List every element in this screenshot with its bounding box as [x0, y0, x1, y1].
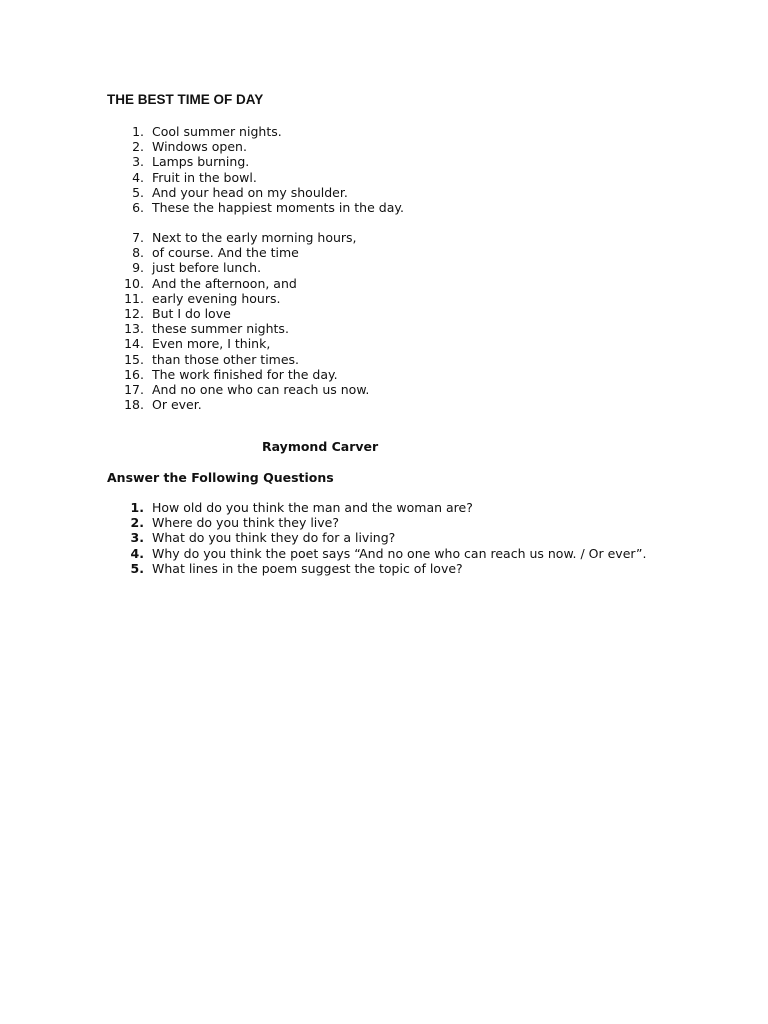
line-text: These the happiest moments in the day. [152, 199, 404, 215]
question-item [0, 500, 768, 515]
question-text: How old do you think the man and the woman are? [152, 500, 473, 515]
line-text: these summer nights. [152, 321, 289, 337]
line-number: 14. [124, 336, 144, 352]
line-number: 10. [124, 275, 144, 291]
poem-line [0, 139, 768, 154]
poem-line [0, 336, 768, 351]
poem-line [0, 154, 768, 169]
line-text: But I do love [152, 305, 231, 321]
question-number: 5. [130, 560, 144, 576]
line-number: 8. [132, 245, 144, 261]
line-text: early evening hours. [152, 290, 281, 306]
line-number: 15. [124, 351, 144, 367]
poem-stanza-1 [0, 124, 768, 215]
line-text: And your head on my shoulder. [152, 184, 348, 200]
line-number: 1. [132, 124, 144, 139]
line-text: And no one who can reach us now. [152, 381, 370, 397]
line-text: of course. And the time [152, 245, 299, 261]
line-number: 6. [132, 199, 144, 215]
line-text: And the afternoon, and [152, 275, 297, 291]
poem-line [0, 321, 768, 336]
author-name: Raymond Carver [262, 439, 379, 454]
poem-line [0, 397, 768, 412]
line-text: Lamps burning. [152, 154, 250, 170]
question-item [0, 546, 768, 561]
poem-line [0, 306, 768, 321]
line-text: Next to the early morning hours, [152, 230, 357, 245]
line-text: Fruit in the bowl. [152, 169, 257, 185]
poem-line [0, 124, 768, 139]
question-text: What lines in the poem suggest the topic of love? [152, 560, 463, 576]
line-number: 2. [132, 139, 144, 155]
question-text: Where do you think they live? [152, 515, 339, 531]
poem-line [0, 200, 768, 215]
poem-line [0, 352, 768, 367]
poem-line [0, 276, 768, 291]
question-item [0, 515, 768, 530]
line-number: 5. [132, 184, 144, 200]
poem-line [0, 170, 768, 185]
line-text: just before lunch. [152, 260, 262, 276]
question-number: 2. [130, 515, 144, 531]
line-number: 9. [132, 260, 144, 276]
line-number: 17. [124, 381, 144, 397]
question-number: 4. [130, 545, 144, 561]
questions-heading: Answer the Following Questions [107, 470, 334, 485]
poem-line [0, 291, 768, 306]
line-number: 16. [124, 366, 144, 382]
line-text: Even more, I think, [152, 336, 271, 352]
line-number: 11. [124, 290, 144, 306]
line-number: 13. [124, 321, 144, 337]
question-text: What do you think they do for a living? [152, 530, 396, 546]
question-number: 1. [130, 500, 144, 515]
line-number: 12. [124, 305, 144, 321]
line-number: 18. [124, 397, 144, 413]
question-text: Why do you think the poet says “And no one who can reach us now. / Or ever”. [152, 545, 647, 561]
poem-line [0, 230, 768, 245]
question-item [0, 530, 768, 545]
line-text: Or ever. [152, 397, 202, 413]
line-number: 7. [132, 230, 144, 245]
line-number: 3. [132, 154, 144, 170]
questions-list [0, 500, 768, 576]
question-item [0, 561, 768, 576]
line-number: 4. [132, 169, 144, 185]
poem-stanza-2 [0, 230, 768, 412]
line-text: than those other times. [152, 351, 300, 367]
poem-line [0, 185, 768, 200]
poem-line [0, 382, 768, 397]
poem-title: THE BEST TIME OF DAY [107, 92, 264, 107]
poem-line [0, 260, 768, 275]
question-number: 3. [130, 530, 144, 546]
line-text: The work finished for the day. [152, 366, 338, 382]
poem-line [0, 367, 768, 382]
line-text: Windows open. [152, 139, 247, 155]
poem-line [0, 245, 768, 260]
line-text: Cool summer nights. [152, 124, 282, 139]
